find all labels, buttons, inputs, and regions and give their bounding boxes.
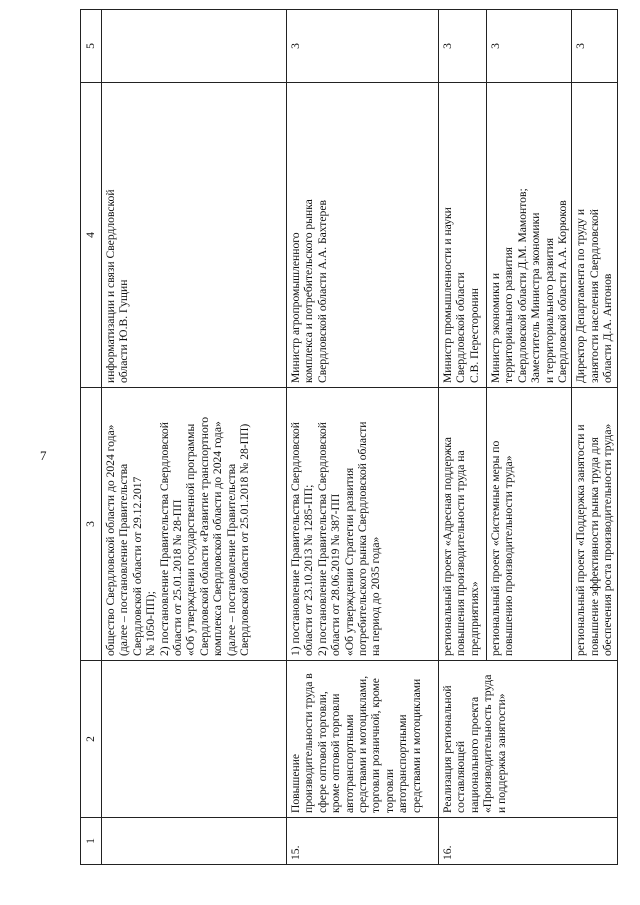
resp-line: области Д.А. Антонов [601, 273, 615, 383]
resp-line: территориального развития [502, 246, 516, 383]
doc-line: «Об утверждении государственной программы [184, 423, 198, 656]
subrow-responsible [572, 83, 617, 388]
header-row [81, 10, 102, 865]
rotated-table-container [80, 35, 615, 865]
task-line: кроме оптовой торговли [329, 693, 343, 813]
doc-line: обществo Свердловской области до 2024 года» [104, 424, 117, 656]
table-row-continued [102, 10, 287, 865]
doc-line: 1) постановление Правительства Свердловской [289, 422, 302, 656]
doc-line: региональный проект «Системные меры по [489, 440, 502, 656]
task-line: средствами и мотоциклами, [356, 675, 370, 813]
resp-line: Свердловской области А.А. Бахтерев [315, 200, 329, 383]
task-line: автотранспортными [396, 714, 410, 813]
subrow-responsible [439, 83, 487, 388]
doc-line: потребительского рынка Свердловской области [356, 421, 370, 656]
doc-line: «Об утверждении Стратегии развития [342, 467, 356, 656]
subrow-responsible [487, 83, 572, 388]
task-line: торговли [382, 768, 396, 813]
resp-line: Министр промышленности и науки [441, 207, 454, 383]
doc-line: обеспечения роста производительности труда» [601, 423, 615, 656]
row-task [287, 661, 439, 818]
row-number: 16. [439, 818, 618, 865]
resp-line: Свердловской области А.А. Корюков [556, 200, 570, 383]
doc-line: области от 23.10.2013 № 1285-ПП; [302, 484, 316, 656]
table-row-15 [287, 10, 439, 865]
resp-line: Министр агропромышленного [289, 232, 302, 383]
task-line: Реализация региональной [441, 685, 454, 813]
doc-line: Свердловской области от 29.12.2017 [130, 476, 144, 656]
resp-line: и территориального развития [542, 237, 556, 383]
resp-line: информатизации и связи Свердловской [104, 189, 117, 383]
task-line: и поддержка занятости» [494, 693, 508, 813]
task-line: Повышение [289, 753, 302, 813]
doc-line: повышению производительности труда» [502, 455, 516, 656]
resp-line: области Ю.В. Гущин [117, 279, 131, 383]
doc-line: области от 28.06.2019 № 387-ПП [329, 493, 343, 656]
subrow-documents [572, 388, 617, 661]
task-line: торговли розничной, кроме [369, 678, 383, 813]
subrow-score: 3 [572, 10, 617, 83]
resp-line: занятости населения Свердловской [587, 209, 601, 383]
row-score [102, 10, 287, 83]
doc-line: предприятиях» [467, 581, 481, 656]
measures-table [80, 9, 618, 865]
subrow-score: 3 [487, 10, 572, 83]
doc-line: области от 25.01.2018 № 28-ПП [171, 499, 185, 656]
header-col-3: 3 [81, 388, 102, 661]
row-documents [287, 388, 439, 661]
row-responsible [287, 83, 439, 388]
resp-line: комплекса и потребительского рынка [302, 199, 316, 383]
resp-line: Директор Департамента по труду и [574, 208, 588, 383]
task-line: национального проекта [467, 696, 481, 813]
task-line: сфере оптовой торговли, [315, 691, 329, 813]
row-task [102, 661, 287, 818]
doc-line: повышения производительности труда на [454, 450, 468, 656]
doc-line: (далее – постановление Правительства [117, 463, 131, 656]
resp-line: Заместитель Министра экономики [529, 212, 543, 383]
header-col-1: 1 [81, 818, 102, 865]
task-line: «Производительность труда [481, 674, 495, 813]
header-col-5: 5 [81, 10, 102, 83]
doc-line: Свердловской области «Развитие транспортного [197, 416, 211, 656]
doc-line: 2) постановление Правительства Свердловской [315, 422, 329, 656]
doc-line: Свердловской области от 25.01.2018 № 28-ПП) [238, 423, 252, 656]
doc-line: 2) постановление Правительства Свердловской [157, 422, 171, 656]
subrow-documents [487, 388, 572, 661]
table-row-16a [439, 10, 487, 865]
resp-line: Министр экономики и [489, 272, 502, 383]
row-documents [102, 388, 287, 661]
doc-line: комплекса Свердловской области до 2024 года» [211, 421, 225, 656]
row-number: 15. [287, 818, 439, 865]
resp-line: С.В. Пересторонин [467, 288, 481, 383]
header-col-2: 2 [81, 661, 102, 818]
subrow-score: 3 [439, 10, 487, 83]
row-responsible [102, 83, 287, 388]
doc-line: на период до 2035 года» [369, 536, 383, 656]
page-number: 7 [40, 448, 47, 463]
doc-line: региональный проект «Адресная поддержка [441, 437, 454, 656]
doc-line: (далее – постановление Правительства [224, 463, 238, 656]
row-number [102, 818, 287, 865]
task-line: средствами и мотоциклами [409, 678, 423, 813]
doc-line: повышение эффективности рынка труда для [587, 437, 601, 656]
subrow-documents [439, 388, 487, 661]
task-line: производительности труда в [302, 673, 316, 813]
resp-line: Свердловской области [454, 272, 468, 383]
task-line: автотранспортными [342, 714, 356, 813]
doc-line: № 1050-ПП); [144, 591, 158, 656]
row-task [439, 661, 618, 818]
task-line: составляющей [454, 740, 468, 813]
header-col-4: 4 [81, 83, 102, 388]
row-score: 3 [287, 10, 439, 83]
doc-line: региональный проект «Поддержка занятости и [574, 424, 588, 656]
resp-line: Свердловской области Д.М. Мамонтов; [515, 188, 529, 383]
